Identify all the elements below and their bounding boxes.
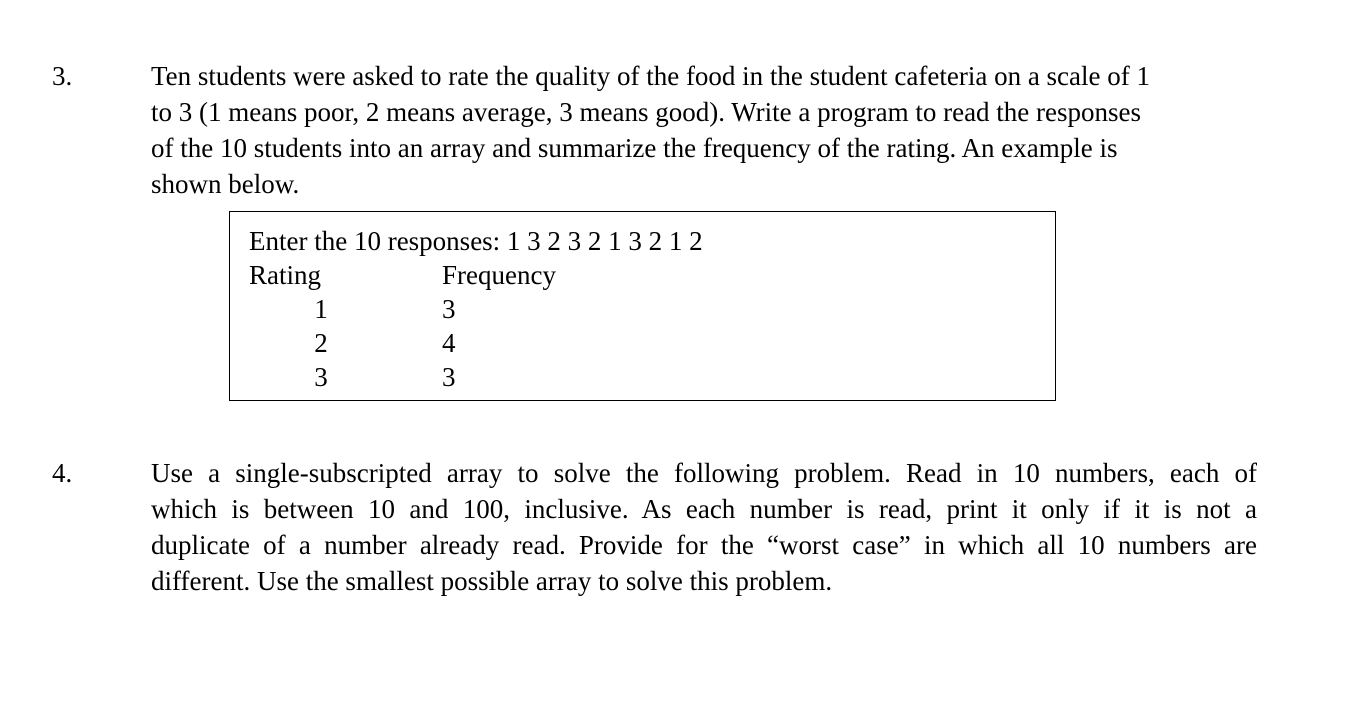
- question-4-number: 4.: [52, 458, 73, 488]
- question-4-line-1: Use a single-subscripted array to solve the following problem. Read in 10 numbers, each of: [151, 458, 1257, 488]
- question-3-line-4: shown below.: [151, 169, 300, 199]
- frequency-cell-row-1: 3: [442, 294, 456, 324]
- frequency-cell-row-3: 3: [442, 362, 456, 392]
- question-3-line-1: Ten students were asked to rate the quality of the food in the student cafeteria on a scale of 1: [151, 61, 1150, 91]
- question-3-line-3: of the 10 students into an array and summarize the frequency of the rating. An example is: [151, 133, 1118, 163]
- frequency-cell-row-2: 4: [442, 328, 456, 358]
- question-4-line-2: which is between 10 and 100, inclusive. As each number is read, print it only if it is not a: [151, 494, 1257, 524]
- frequency-column-header: Frequency: [442, 260, 556, 290]
- rating-cell-row-1: 1: [314, 294, 328, 324]
- question-3-text: [151, 58, 1251, 202]
- rating-cell-row-3: 3: [314, 362, 328, 392]
- question-3-line-2: to 3 (1 means poor, 2 means average, 3 means good). Write a program to read the responses: [151, 97, 1142, 127]
- question-4-text: [151, 455, 1257, 599]
- example-output-box: [229, 211, 1056, 401]
- example-prompt: Enter the 10 responses: 1 3 2 3 2 1 3 2 1 2: [249, 226, 703, 256]
- question-3-number: 3.: [52, 61, 73, 91]
- rating-cell-row-2: 2: [314, 328, 328, 358]
- question-4-line-4: different. Use the smallest possible array to solve this problem.: [151, 566, 833, 596]
- question-4-line-3: duplicate of a number already read. Provide for the “worst case” in which all 10 numbers are: [151, 530, 1257, 560]
- rating-column-header: Rating: [249, 260, 321, 290]
